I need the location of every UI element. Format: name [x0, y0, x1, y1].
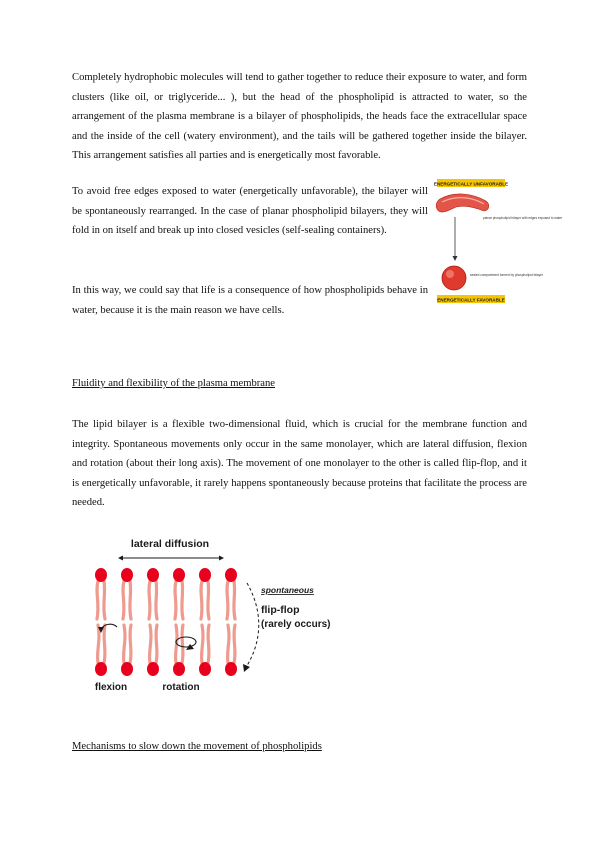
rarely-occurs-label: (rarely occurs) — [261, 619, 331, 630]
life-paragraph: In this way, we could say that life is a consequence of how phospholipids behave in water, because it is the main reason we have cells. — [72, 285, 428, 316]
fluidity-paragraph: The lipid bilayer is a flexible two-dimensional fluid, which is crucial for the membrane function and integrity. Spontaneous movements only occur in the same monolayer, which are lateral diffusion, flexion and rotation (about their long axis). The movement of one monolayer to the other is called flip-flop, and it is energetically unfavorable, it rarely happens spontaneously because proteins that facilitate the process are needed. — [72, 419, 527, 508]
lipid-head — [199, 662, 211, 676]
lipid-tail — [175, 581, 176, 619]
down-arrow-head — [453, 256, 458, 261]
lipid-head — [121, 568, 133, 582]
favorable-label: ENERGETICALLY FAVORABLE — [437, 297, 505, 303]
vesicle-figure — [433, 177, 563, 307]
lipid-tail — [104, 625, 105, 663]
lipid-head — [173, 662, 185, 676]
lipid-tail — [130, 581, 131, 619]
mechanisms-heading: Mechanisms to slow down the movement of phospholipids — [72, 741, 322, 752]
lipid-tail — [130, 625, 131, 663]
rotation-label: rotation — [162, 682, 200, 693]
vesicle-paragraph: To avoid free edges exposed to water (energetically unfavorable), the bilayer will be spontaneously rearranged. In the case of planar phospholipid bilayers, they will fold in on itself and break up into closed vesicles (self-sealing containers). — [72, 186, 428, 236]
unfavorable-label: ENERGETICALLY UNFAVORABLE — [433, 181, 509, 187]
lipid-tail — [104, 581, 105, 619]
lipid-tail — [234, 625, 235, 663]
lipid-tail — [98, 625, 99, 663]
lipid-tail — [124, 625, 125, 663]
spontaneous-label: spontaneous — [261, 585, 314, 595]
lipid-tail — [182, 625, 183, 663]
lipid-head — [147, 662, 159, 676]
lipid-head — [121, 662, 133, 676]
lipid-movement-figure — [73, 531, 345, 707]
lipid-tail — [208, 625, 209, 663]
lipid-tail — [156, 581, 157, 619]
lipid-head — [147, 568, 159, 582]
lipid-tail — [156, 625, 157, 663]
lipid-tail — [234, 581, 235, 619]
lateral-diffusion-label: lateral diffusion — [130, 538, 210, 550]
lipid-head — [225, 662, 237, 676]
lipid-head — [199, 568, 211, 582]
lipid-head — [173, 568, 185, 582]
flip-flop-label: flip-flop — [261, 604, 300, 616]
lipid-tail — [123, 581, 124, 619]
lipid-tail — [228, 625, 229, 663]
planar-label: planar phospholipid bilayer with edges exposed to water — [483, 216, 563, 220]
lipid-head — [95, 568, 107, 582]
sealed-vesicle — [442, 266, 466, 290]
lipid-head — [95, 662, 107, 676]
lipid-tail — [97, 581, 98, 619]
lipid-tail — [227, 581, 228, 619]
intro-paragraph: Completely hydrophobic molecules will tend to gather together to reduce their exposure to water, and form clusters (like oil, or triglyceride... ), but the head of the phospholipid is attracted to water, so the arrangement of the plasma membrane is a bilayer of phospholipids, the heads face the extracellular space and the inside of the cell (watery environment), and the tails will be gathered together inside the bilayer. This arrangement satisfies all parties and is energetically most favorable. — [72, 72, 527, 161]
lipid-tail — [182, 581, 183, 619]
lipid-tail — [202, 625, 203, 663]
vesicle-label: sealed compartment formed by phospholipid bilayer — [470, 273, 543, 277]
flexion-label: flexion — [94, 682, 128, 693]
lipid-tail — [201, 581, 202, 619]
lipid-tail — [150, 625, 151, 663]
lipid-tail — [149, 581, 150, 619]
fluidity-heading: Fluidity and flexibility of the plasma membrane — [72, 378, 276, 389]
lipid-tail — [208, 581, 209, 619]
lipid-head — [225, 568, 237, 582]
